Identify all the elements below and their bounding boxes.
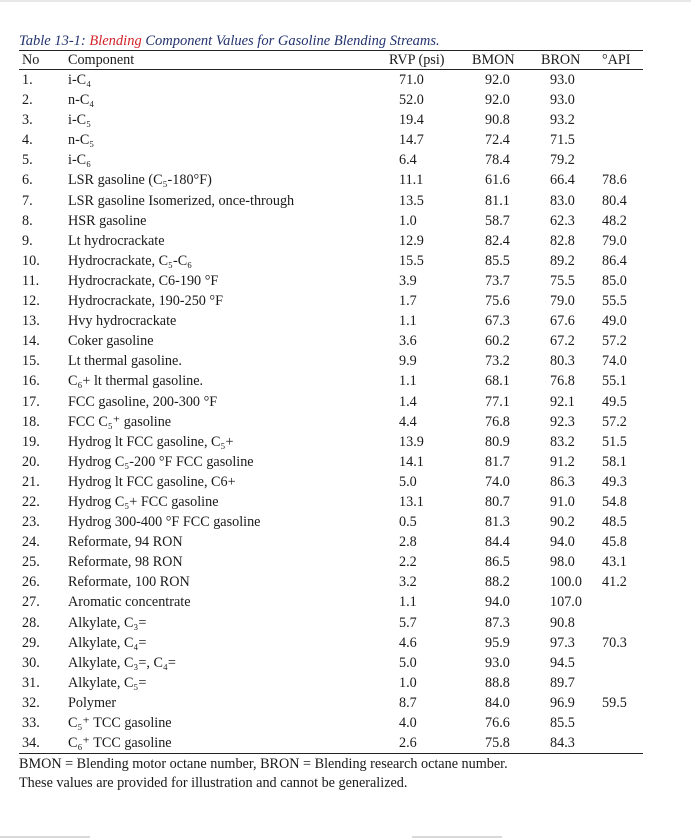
table-row [19,311,643,331]
bron-value: 93.2 [550,112,575,129]
table-row [19,472,643,492]
rvp-value: 4.0 [399,715,417,731]
api-value: 58.1 [602,453,627,470]
table-row [19,432,643,452]
caption-suffix: Component Values for Gasoline Blending Streams. [141,33,440,49]
bmon-value: 93.0 [485,654,510,671]
bmon-value: 92.0 [485,72,510,88]
bmon-value: 60.2 [485,333,510,350]
row-number: 31. [22,674,40,691]
header-row [19,51,643,70]
table-row [19,572,643,592]
row-number: 23. [22,514,40,531]
rvp-value: 1.1 [399,594,417,611]
api-value: 45.8 [602,534,627,551]
api-value: 70.3 [602,634,627,651]
api-value: 55.5 [602,293,627,310]
bmon-value: 88.8 [485,674,510,691]
table-row [19,592,643,612]
component-name: Hydrog C₅+ FCC gasoline [68,493,219,510]
rvp-value: 13.9 [399,433,424,450]
table-caption [19,33,643,50]
table-document [19,33,643,793]
component-name: LSR gasoline Isomerized, once-through [68,192,295,209]
bron-value: 85.5 [550,715,575,731]
row-number: 11. [22,272,40,289]
row-number: 17. [22,393,40,410]
bmon-value: 78.4 [485,152,510,169]
api-value: 78.6 [602,172,627,189]
header-bmon: BMON [472,52,515,68]
bron-value: 79.2 [550,152,575,169]
row-number: 28. [22,614,40,631]
api-value: 48.5 [602,514,627,531]
table-row [19,512,643,532]
row-number: 20. [22,453,40,470]
rvp-value: 1.0 [399,212,417,229]
api-value [602,673,643,693]
table-row [19,371,643,391]
table-row [19,351,643,371]
rvp-value: 19.4 [399,112,424,129]
bmon-value: 76.8 [485,413,510,430]
row-number: 3. [22,112,33,129]
bron-value: 107.0 [550,594,582,611]
bottom-divider-left [0,836,90,838]
header-rvp: RVP (psi) [389,52,445,68]
api-value: 59.5 [602,694,627,711]
rvp-value: 5.0 [399,654,417,671]
api-value: 49.0 [602,313,627,330]
caption-prefix: Table 13-1: [19,33,90,49]
bron-value: 83.2 [550,433,575,450]
bmon-value: 86.5 [485,554,510,571]
rvp-value: 52.0 [399,92,424,109]
component-name: C₆⁺ TCC gasoline [68,735,172,752]
table-row [19,412,643,432]
bron-value: 67.6 [550,313,575,330]
bron-value: 100.0 [550,574,582,591]
component-name: Lt hydrocrackate [68,232,165,249]
table-row [19,633,643,653]
header-no: No [22,52,40,68]
table-row [19,130,643,150]
bmon-value: 68.1 [485,373,510,390]
bmon-value: 75.6 [485,293,510,310]
rvp-value: 6.4 [399,152,417,169]
component-name: Reformate, 98 RON [68,554,183,571]
api-value: 55.1 [602,373,627,390]
bron-value: 82.8 [550,232,575,249]
table-row [19,331,643,351]
component-name: Hydrocrackate, C6-190 °F [68,272,219,289]
bmon-value: 85.5 [485,252,510,269]
rvp-value: 0.5 [399,514,417,531]
rvp-value: 5.7 [399,614,417,631]
bron-value: 93.0 [550,92,575,109]
bron-value: 80.3 [550,353,575,370]
api-value: 49.3 [602,473,627,490]
row-number: 33. [22,715,40,731]
row-number: 7. [22,192,33,209]
api-value: 43.1 [602,554,627,571]
component-name: Hydrog 300-400 °F FCC gasoline [68,514,261,531]
bmon-value: 77.1 [485,393,510,410]
row-number: 27. [22,594,40,611]
rvp-value: 3.2 [399,574,417,591]
api-value [602,130,643,150]
component-name: Reformate, 100 RON [68,574,190,591]
row-number: 30. [22,654,40,671]
bron-value: 62.3 [550,212,575,229]
api-value: 41.2 [602,574,627,591]
table-footnote [19,755,643,793]
bron-value: 91.0 [550,493,575,510]
component-name: n-C₅ [68,132,95,149]
component-name: Polymer [68,694,117,711]
top-divider [0,0,691,2]
bottom-divider-right [412,836,502,838]
table-row [19,552,643,572]
header-bron: BRON [541,52,581,68]
row-number: 8. [22,212,33,229]
bmon-value: 80.9 [485,433,510,450]
component-name: Alkylate, C₅= [68,674,147,691]
row-number: 25. [22,554,40,571]
bron-value: 96.9 [550,694,575,711]
api-value: 49.5 [602,393,627,410]
table-row [19,492,643,512]
rvp-value: 14.7 [399,132,424,149]
table-row [19,211,643,231]
row-number: 19. [22,433,40,450]
table-row [19,673,643,693]
table-row [19,713,643,733]
bron-value: 76.8 [550,373,575,390]
rvp-value: 8.7 [399,694,417,711]
component-name: Alkylate, C₄= [68,634,147,651]
bmon-value: 73.7 [485,272,510,289]
footnote-line-1: BMON = Blending motor octane number, BRON = Blending research octane number. [19,756,508,773]
component-name: Hydrog lt FCC gasoline, C₅+ [68,433,234,450]
blending-values-table [19,50,643,754]
bmon-value: 81.3 [485,514,510,531]
bron-value: 92.3 [550,413,575,430]
component-name: HSR gasoline [68,212,147,229]
table-row [19,70,643,91]
rvp-value: 1.0 [399,674,417,691]
table-row [19,271,643,291]
component-name: FCC gasoline, 200-300 °F [68,393,218,410]
row-number: 9. [22,232,33,249]
rvp-value: 13.1 [399,493,424,510]
bmon-value: 82.4 [485,232,510,249]
bmon-value: 95.9 [485,634,510,651]
table-row [19,231,643,251]
component-name: i-C₄ [68,72,92,88]
component-name: C₆+ lt thermal gasoline. [68,373,204,390]
row-number: 15. [22,353,40,370]
table-row [19,532,643,552]
rvp-value: 1.1 [399,313,417,330]
rvp-value: 14.1 [399,453,424,470]
component-name: Reformate, 94 RON [68,534,183,551]
row-number: 6. [22,172,33,189]
api-value [602,653,643,673]
bmon-value: 84.0 [485,694,510,711]
rvp-value: 2.6 [399,735,417,752]
rvp-value: 12.9 [399,232,424,249]
api-value [602,733,643,754]
rvp-value: 3.6 [399,333,417,350]
bron-value: 84.3 [550,735,575,752]
component-name: Hydrocrackate, 190-250 °F [68,293,223,310]
table-row [19,150,643,170]
bmon-value: 81.7 [485,453,510,470]
bron-value: 75.5 [550,272,575,289]
row-number: 24. [22,534,40,551]
api-value: 86.4 [602,252,627,269]
bron-value: 97.3 [550,634,575,651]
caption-highlight: Blending [89,33,142,49]
row-number: 13. [22,313,40,330]
api-value [602,90,643,110]
row-number: 34. [22,735,40,752]
api-value: 85.0 [602,272,627,289]
row-number: 14. [22,333,40,350]
rvp-value: 13.5 [399,192,424,209]
bron-value: 89.2 [550,252,575,269]
bmon-value: 87.3 [485,614,510,631]
api-value [602,150,643,170]
bmon-value: 76.6 [485,715,510,731]
footnote-line-2: These values are provided for illustration and cannot be generalized. [19,775,408,792]
rvp-value: 2.2 [399,554,417,571]
bmon-value: 74.0 [485,473,510,490]
bmon-value: 88.2 [485,574,510,591]
component-name: FCC C₅⁺ gasoline [68,413,172,430]
bmon-value: 58.7 [485,212,510,229]
component-name: Alkylate, C₃=, C₄= [68,654,176,671]
component-name: Hydrog lt FCC gasoline, C6+ [68,473,236,490]
bmon-value: 67.3 [485,313,510,330]
rvp-value: 9.9 [399,353,417,370]
table-row [19,452,643,472]
table-row [19,653,643,673]
bron-value: 71.5 [550,132,575,149]
row-number: 18. [22,413,40,430]
row-number: 4. [22,132,33,149]
bmon-value: 75.8 [485,735,510,752]
table-row [19,90,643,110]
row-number: 32. [22,694,40,711]
component-name: Aromatic concentrate [68,594,191,611]
component-name: i-C₅ [68,112,92,129]
rvp-value: 1.1 [399,373,417,390]
rvp-value: 1.7 [399,293,417,310]
component-name: Alkylate, C₃= [68,614,147,631]
row-number: 12. [22,293,40,310]
bmon-value: 94.0 [485,594,510,611]
rvp-value: 11.1 [399,172,424,189]
api-value [602,110,643,130]
table-body [19,70,643,754]
bmon-value: 81.1 [485,192,510,209]
row-number: 16. [22,373,40,390]
bron-value: 92.1 [550,393,575,410]
row-number: 5. [22,152,33,169]
component-name: C₅⁺ TCC gasoline [68,715,172,731]
bron-value: 94.0 [550,534,575,551]
bron-value: 86.3 [550,473,575,490]
rvp-value: 1.4 [399,393,417,410]
rvp-value: 5.0 [399,473,417,490]
component-name: Hvy hydrocrackate [68,313,177,330]
api-value [602,592,643,612]
bron-value: 79.0 [550,293,575,310]
table-row [19,110,643,130]
table-row [19,613,643,633]
rvp-value: 71.0 [399,72,424,88]
table-row [19,733,643,754]
bron-value: 90.8 [550,614,575,631]
rvp-value: 2.8 [399,534,417,551]
component-name: Lt thermal gasoline. [68,353,182,370]
table-row [19,251,643,271]
bron-value: 91.2 [550,453,575,470]
row-number: 2. [22,92,33,109]
bron-value: 67.2 [550,333,575,350]
bron-value: 98.0 [550,554,575,571]
header-api: °API [602,52,631,68]
table-row [19,392,643,412]
table-row [19,693,643,713]
bron-value: 93.0 [550,72,575,88]
header-component: Component [68,52,135,68]
api-value [602,613,643,633]
api-value: 54.8 [602,493,627,510]
table-row [19,170,643,190]
bron-value: 94.5 [550,654,575,671]
api-value [602,713,643,733]
api-value: 74.0 [602,353,627,370]
api-value: 79.0 [602,232,627,249]
bmon-value: 72.4 [485,132,510,149]
rvp-value: 15.5 [399,252,424,269]
rvp-value: 4.4 [399,413,417,430]
table-row [19,191,643,211]
bmon-value: 90.8 [485,112,510,129]
row-number: 26. [22,574,40,591]
component-name: Coker gasoline [68,333,154,350]
bron-value: 89.7 [550,674,575,691]
bmon-value: 80.7 [485,493,510,510]
rvp-value: 4.6 [399,634,417,651]
table-row [19,291,643,311]
component-name: i-C₆ [68,152,92,169]
bmon-value: 92.0 [485,92,510,109]
api-value: 48.2 [602,212,627,229]
component-name: n-C₄ [68,92,95,109]
bmon-value: 73.2 [485,353,510,370]
api-value: 57.2 [602,333,627,350]
api-value: 51.5 [602,433,627,450]
rvp-value: 3.9 [399,272,417,289]
bmon-value: 84.4 [485,534,510,551]
row-number: 10. [22,252,40,269]
bron-value: 66.4 [550,172,575,189]
api-value: 57.2 [602,413,627,430]
component-name: LSR gasoline (C₅-180°F) [68,172,212,189]
row-number: 1. [22,72,33,88]
row-number: 29. [22,634,40,651]
api-value: 80.4 [602,192,627,209]
api-value [602,70,643,91]
row-number: 21. [22,473,40,490]
row-number: 22. [22,493,40,510]
component-name: Hydrocrackate, C₅-C₆ [68,252,193,269]
bmon-value: 61.6 [485,172,510,189]
component-name: Hydrog C₅-200 °F FCC gasoline [68,453,254,470]
bron-value: 90.2 [550,514,575,531]
bron-value: 83.0 [550,192,575,209]
